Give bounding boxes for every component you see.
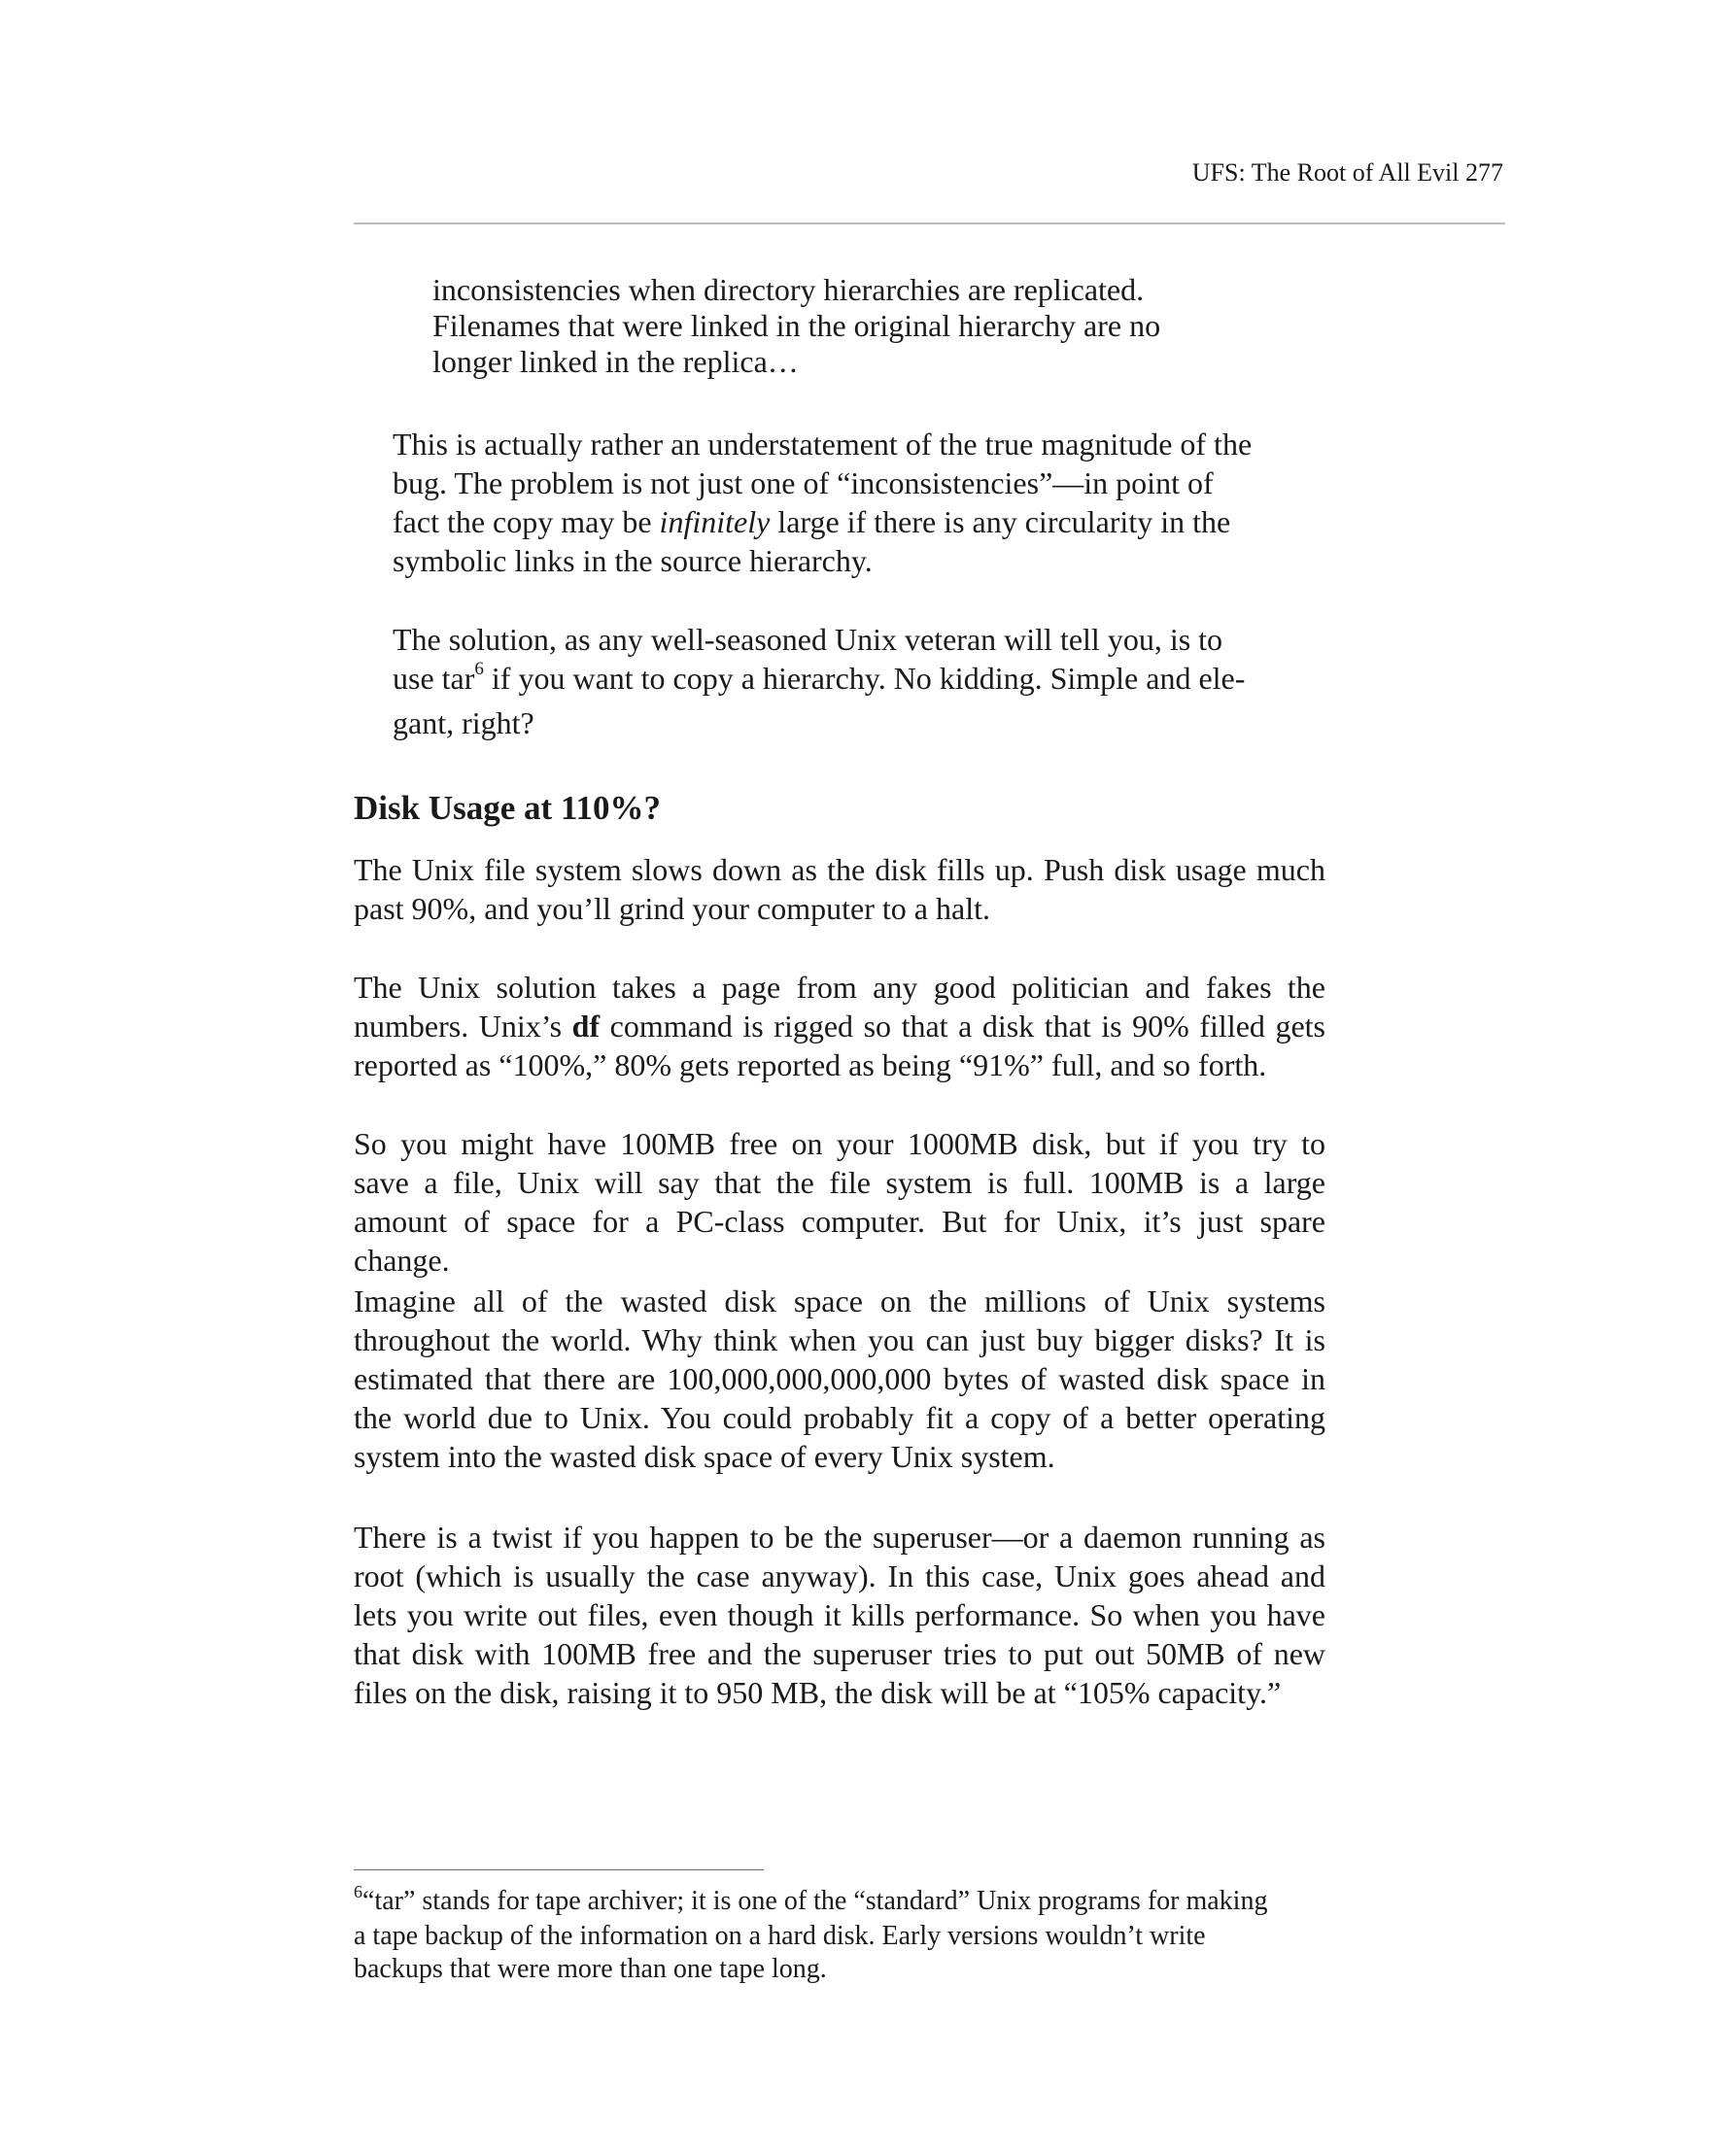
footnote-line: backups that were more than one tape long. — [354, 1954, 827, 1984]
text-line: amount of space for a PC-class computer. But for Unix, it’s just spare — [354, 1204, 1325, 1239]
text-line — [393, 659, 1325, 703]
section-heading: Disk Usage at 110%? — [354, 789, 661, 827]
paragraph-slowdown — [354, 850, 1325, 928]
text-line: files on the disk, raising it to 950 MB, the disk will be at “105% capacity.” — [354, 1675, 1282, 1710]
block-quote — [432, 272, 1307, 380]
text-line: Imagine all of the wasted disk space on the millions of Unix systems — [354, 1283, 1325, 1318]
footnote-line: a tape backup of the information on a hard disk. Early versions wouldn’t write — [354, 1921, 1206, 1951]
text-line: root (which is usually the case anyway). In this case, Unix goes ahead and — [354, 1558, 1325, 1593]
text-run: numbers. Unix’s — [354, 1009, 572, 1044]
text-line: save a file, Unix will say that the file system is full. 100MB is a large — [354, 1165, 1325, 1200]
footnote — [354, 1882, 1345, 1986]
text-line: system into the wasted disk space of every Unix system. — [354, 1439, 1055, 1474]
text-run: large if there is any circularity in the — [770, 504, 1231, 539]
text-line: change. — [354, 1243, 450, 1278]
paragraph-solution — [393, 620, 1325, 742]
text-run: fact the copy may be — [393, 504, 660, 539]
paragraph-wasted-space — [354, 1282, 1325, 1476]
text-line: bug. The problem is not just one of “inconsistencies”—in point of — [393, 465, 1214, 500]
text-line: reported as “100%,” 80% gets reported as being “91%” full, and so forth. — [354, 1047, 1267, 1082]
paragraph-free-space — [354, 1124, 1325, 1280]
text-line — [354, 1007, 1325, 1045]
text-line: This is actually rather an understatement of the true magnitude of the — [393, 427, 1253, 462]
paragraph-df — [354, 968, 1325, 1084]
text-run: “tar” stands for tape archiver; it is one of the “standard” Unix programs for making — [362, 1886, 1268, 1916]
text-line: The solution, as any well-seasoned Unix veteran will tell you, is to — [393, 622, 1223, 657]
text-line: throughout the world. Why think when you can just buy bigger disks? It is — [354, 1322, 1325, 1357]
paragraph-understatement — [393, 425, 1325, 580]
footnote-line — [354, 1882, 1345, 1920]
emphasis-infinitely: infinitely — [659, 504, 771, 539]
text-line: gant, right? — [393, 705, 534, 740]
text-line: estimated that there are 100,000,000,000,000 bytes of wasted disk space in — [354, 1361, 1325, 1396]
text-run: if you want to copy a hierarchy. No kidding. Simple and ele- — [483, 661, 1246, 696]
text-line — [393, 502, 1325, 541]
text-line: past 90%, and you’ll grind your computer to a halt. — [354, 891, 990, 926]
text-line: lets you write out files, even though it kills performance. So when you have — [354, 1597, 1325, 1632]
footnote-rule — [354, 1869, 764, 1870]
text-line: So you might have 100MB free on your 1000MB disk, but if you try to — [354, 1126, 1325, 1161]
text-run: command is rigged so that a disk that is 90% filled gets — [600, 1009, 1326, 1044]
footnote-reference[interactable]: 6 — [474, 659, 484, 679]
quote-line: inconsistencies when directory hierarchies are replicated. — [432, 272, 1145, 307]
text-line: The Unix solution takes a page from any good politician and fakes the — [354, 970, 1325, 1005]
paragraph-superuser — [354, 1518, 1325, 1712]
text-line: symbolic links in the source hierarchy. — [393, 543, 873, 578]
text-line: The Unix file system slows down as the disk fills up. Push disk usage much — [354, 852, 1325, 887]
footnote-mark: 6 — [354, 1882, 362, 1901]
quote-line: longer linked in the replica… — [432, 344, 799, 379]
running-head: UFS: The Root of All Evil 277 — [1191, 158, 1503, 187]
quote-line: Filenames that were linked in the original hierarchy are no — [432, 308, 1161, 343]
text-line: that disk with 100MB free and the superuser tries to put out 50MB of new — [354, 1636, 1325, 1671]
command-df: df — [571, 1009, 601, 1044]
text-line: the world due to Unix. You could probably fit a copy of a better operating — [354, 1400, 1325, 1435]
header-rule — [354, 222, 1505, 224]
text-line: There is a twist if you happen to be the superuser—or a daemon running as — [354, 1520, 1325, 1555]
text-run: use tar — [393, 661, 475, 696]
